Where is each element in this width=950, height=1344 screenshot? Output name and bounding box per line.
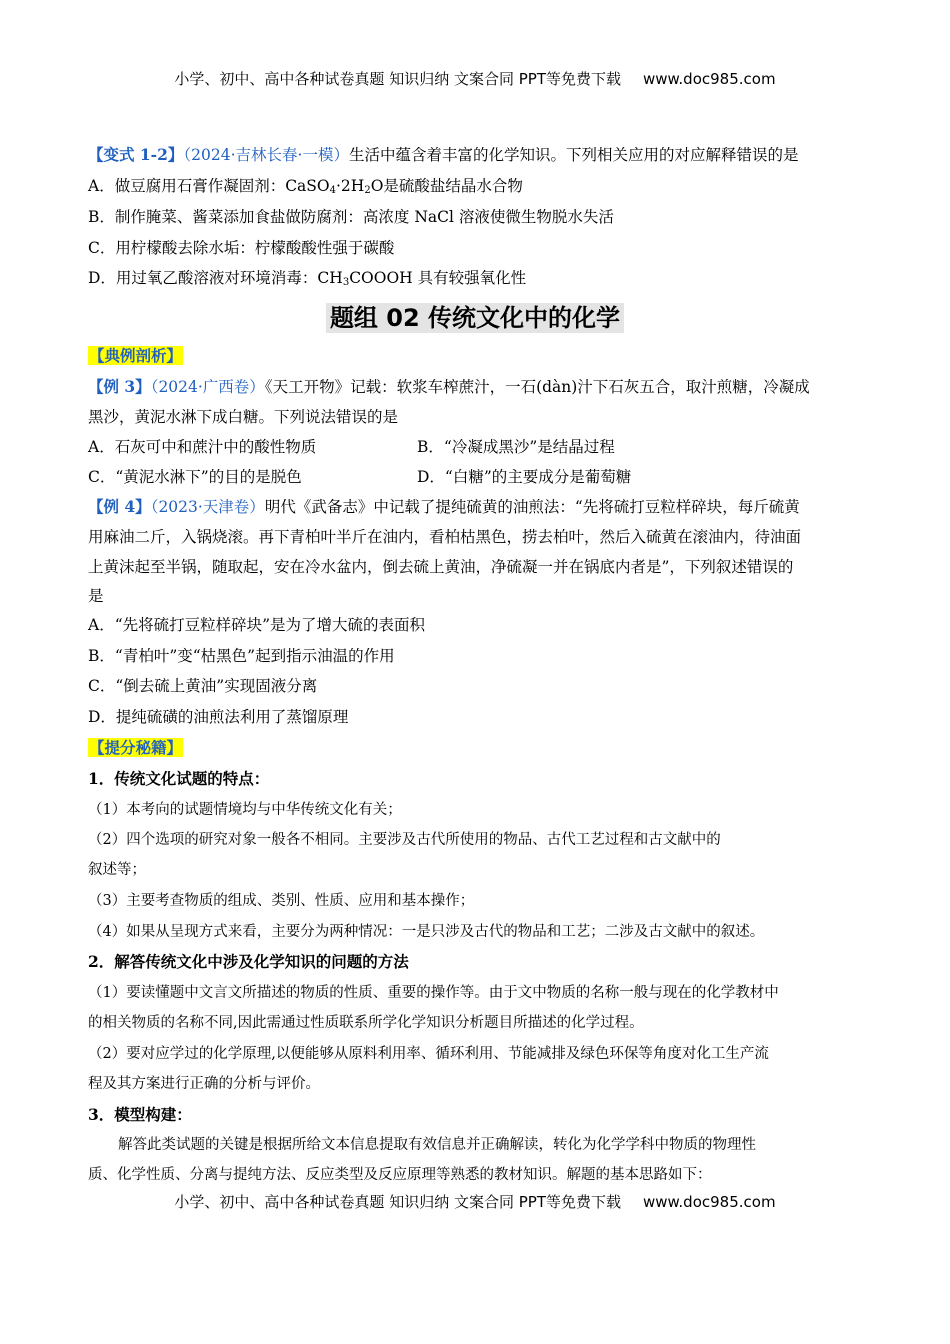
variant-option-d: D．用过氧乙酸溶液对环境消毒：$CH_3COOOH$ 具有较强氧化性 (88, 269, 527, 288)
tips-model-2: 质、化学性质、分离与提纯方法、反应类型及反应原理等熟悉的教材知识。解题的基本思路如下： (88, 1167, 712, 1183)
variant-option-a: A．做豆腐用石膏作凝固剂：$CaSO_4\cdot 2H_2O$是硫酸盐结晶水合物 (88, 177, 523, 196)
page-header (0, 68, 950, 89)
section-typical-examples: 【典例剖析】 (89, 346, 183, 365)
tips-method-2a: （2）要对应学过的化学原理,以便能够从原料利用率、循环利用、节能减排及绿色环保等角度对化工生产流 (88, 1046, 769, 1062)
ex3-line1: 【例 3】（2024·广西卷）《天工开物》记载：软浆车榨蔗汁，一石(dàn)汁下石灰五合，取汁煎糖，冷凝成 (88, 377, 810, 396)
ex3-option-c: C．“黄泥水淋下”的目的是脱色 (88, 468, 302, 486)
ex3-line2: 黑沙，黄泥水淋下成白糖。下列说法错误的是 (88, 408, 399, 426)
tips-point-1: （1）本考向的试题情境均与中华传统文化有关； (88, 802, 402, 818)
ex3-source: （2024·广西卷） (150, 378, 265, 396)
footer-site[interactable]: www.doc985.com (642, 1193, 776, 1211)
group-title: 题组 02 传统文化中的化学 (0, 298, 950, 333)
ex4-option-a: A．“先将硫打豆粒样碎块”是为了增大硫的表面积 (88, 616, 426, 634)
ex3-tag: 【例 3】 (88, 377, 151, 396)
ex4-option-b: B．“青柏叶”变“枯黑色”起到指示油温的作用 (88, 647, 395, 665)
tips-heading-3: 3．模型构建： (88, 1105, 192, 1124)
variant-stem: 生活中蕴含着丰富的化学知识。下列相关应用的对应解释错误的是 (348, 146, 799, 164)
tips-model-1: 解答此类试题的关键是根据所给文本信息提取有效信息并正确解读，转化为化学学科中物质的物理性 (118, 1137, 756, 1153)
ex3-option-d: D．“白糖”的主要成分是葡萄糖 (417, 468, 632, 486)
ex4-line4: 是 (88, 587, 104, 605)
tips-method-1b: 的相关物质的名称不同,因此需通过性质联系所学化学知识分析题目所描述的化学过程。 (88, 1015, 644, 1031)
tips-heading-2: 2．解答传统文化中涉及化学知识的问题的方法 (88, 952, 409, 971)
variant-source: （2024·吉林长春·一模） (183, 146, 349, 164)
variant-stem-line (88, 145, 798, 165)
ex4-tag: 【例 4】 (88, 497, 151, 516)
ex4-line1: 【例 4】（2023·天津卷）明代《武备志》中记载了提纯硫黄的油煎法：“先将硫打豆粒样碎块，每斤硫黄 (88, 497, 800, 516)
footer-text: 小学、初中、高中各种试卷真题 知识归纳 文案合同 PPT等免费下载 (174, 1193, 621, 1211)
variant-option-b: B．制作腌菜、酱菜添加食盐做防腐剂：高浓度 NaCl 溶液使微生物脱水失活 (88, 208, 614, 226)
ex4-option-c: C．“倒去硫上黄油”实现固液分离 (88, 677, 318, 695)
page-footer (0, 1191, 950, 1212)
ex4-line2: 用麻油二斤，入锅烧滚。再下青柏叶半斤在油内，看柏枯黑色，捞去柏叶，然后入硫黄在滚油内，待油面 (88, 528, 802, 546)
tips-point-3: （3）主要考查物质的组成、类别、性质、应用和基本操作； (88, 893, 475, 909)
ex4-line3: 上黄沫起至半锅，随取起，安在冷水盆内，倒去硫上黄油，净硫凝一并在锅底内者是”，下列叙述错误的 (88, 558, 794, 576)
header-site[interactable]: www.doc985.com (642, 70, 776, 88)
tips-method-2b: 程及其方案进行正确的分析与评价。 (88, 1076, 320, 1092)
section-score-tips: 【提分秘籍】 (89, 738, 183, 757)
header-text: 小学、初中、高中各种试卷真题 知识归纳 文案合同 PPT等免费下载 (174, 70, 621, 88)
tips-point-2a: （2）四个选项的研究对象一般各不相同。主要涉及古代所使用的物品、古代工艺过程和古文献中的 (88, 832, 721, 848)
ex3-option-a: A．石灰可中和蔗汁中的酸性物质 (88, 438, 317, 456)
tips-heading-1: 1．传统文化试题的特点： (88, 769, 270, 788)
ex3-option-b: B．“冷凝成黑沙”是结晶过程 (417, 438, 615, 456)
ex4-source: （2023·天津卷） (150, 498, 265, 516)
tips-point-4: （4）如果从呈现方式来看，主要分为两种情况：一是只涉及古代的物品和工艺；二涉及古文献中的叙述。 (88, 924, 765, 940)
ex4-option-d: D．提纯硫磺的油煎法利用了蒸馏原理 (88, 708, 349, 726)
variant-option-c: C．用柠檬酸去除水垢：柠檬酸酸性强于碳酸 (88, 239, 395, 257)
tips-method-1a: （1）要读懂题中文言文所描述的物质的性质、重要的操作等。由于文中物质的名称一般与现在的化学教材中 (88, 985, 779, 1001)
variant-tag: 【变式 1-2】 (88, 145, 184, 164)
tips-point-2b: 叙述等； (88, 862, 146, 878)
